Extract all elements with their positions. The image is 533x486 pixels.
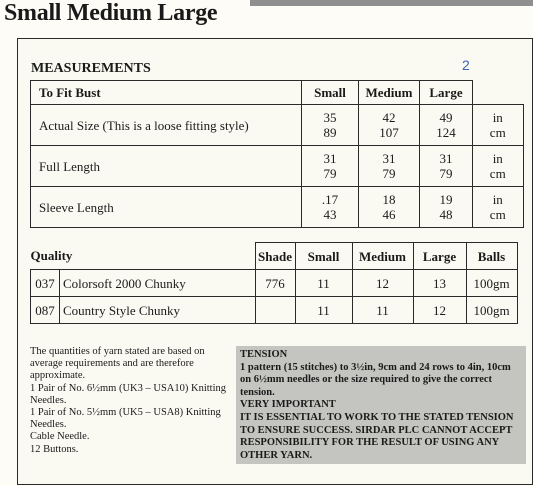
col-shade: Shade [255,243,295,270]
col-to-fit-bust: To Fit Bust [31,81,302,105]
col-large: Large [420,81,473,105]
page-marker: 2 [462,57,470,73]
col-small: Small [302,81,359,105]
tension-box: TENSION 1 pattern (15 stitches) to 3½in, 9cm and 24 rows to 4in, 10cm on 6½mm needles or the size required to give the correct tension. VERY IMPORTANT IT IS ESSENTIAL TO WORK TO THE STATED TENSION TO ENSURE SUCCESS. SIRDAR PLC CANNOT ACCEPT RESPONSIBILITY FOR THE RESULT OF USING ANY OTHER YARN. [236,346,526,464]
page-title: Small Medium Large [4,0,218,26]
row-label: Actual Size (This is a loose fitting style) [31,105,302,146]
row-label: Sleeve Length [31,187,302,228]
measurements-table: To Fit Bust Small Medium Large Actual Size (This is a loose fitting style) 35 89 42 107 49 124 in cm Full Length 31 79 31 79 31 79 in cm Sleeve Length .17 43 18 46 19 48 in cm [30,80,524,228]
row-label: Full Length [31,146,302,187]
col-medium: Medium [359,81,420,105]
measurements-heading: MEASUREMENTS [31,61,151,76]
quality-table: Quality Shade Small Medium Large Balls 037 Colorsoft 2000 Chunky 776 11 12 13 100gm 087 Country Style Chunky 11 11 12 100gm [30,242,518,324]
materials-notes: The quantities of yarn stated are based on average requirements and are therefore approximate. 1 Pair of No. 6½mm (UK3 – USA10) Knitting Needles. 1 Pair of No. 5½mm (UK5 – USA8) Knitting Needles. Cable Needle. 12 Buttons. [30,346,226,455]
col-quality: Quality [30,248,73,264]
top-rule [250,0,533,6]
